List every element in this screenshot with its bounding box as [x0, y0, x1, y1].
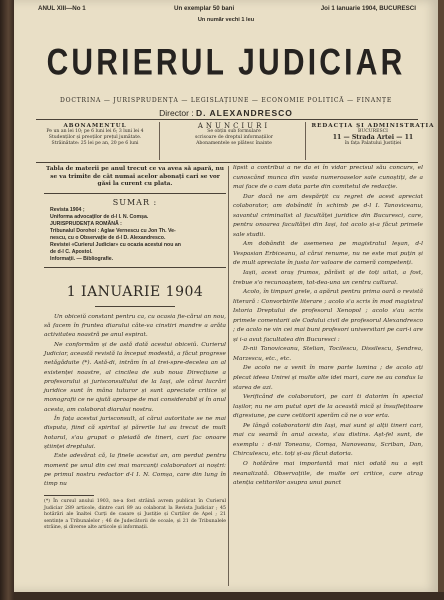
article-paragraph: Pe lângă colaboratorii din Iași, mai sunt și alții tineri cari, mai cu seamă în anul acesta, s'au distins. Așt-fel sunt, de exemplu : d-nii Toneanu, Comșa, Nanoveanu, Scriban, Dan, Chirculescu, etc. toți și-au făcut datoria.	[233, 422, 423, 458]
subscription-line: Străinătate: 25 lei pe an, 20 pe 6 luni	[51, 141, 139, 146]
issue-date: Joi 1 Ianuarie 1904, BUCURESCI	[320, 5, 416, 12]
subscription-line: Pe un an lei 10; pe 6 luni lei 6; 3 luni lei 4	[46, 129, 144, 134]
summary-item: Tribunalul Dorohoi : Aglae Vernescu cu Jon Th. Ve-	[50, 227, 176, 234]
director-label: Director :	[159, 108, 194, 118]
article-paragraph: În fața acestui jurisconsult, al cărui autoritate se ne mai disputa, fiind că spiritul și părerile lui au trecut de mult hotarul, s'au grupat o pleiadă de tineri, cari fac onoare științei dreptului.	[44, 416, 226, 450]
newspaper-page	[14, 0, 438, 592]
footnote-rule	[44, 495, 94, 496]
announcements-line: Abonamentele se plătesc înainte	[196, 141, 272, 146]
article-paragraph: Un obiceiŭ constant pentru ca, cu ocasia fie-cărui an nou, să facem în fruntea diarului câte-va cinstiri mandre a arăta activitatea noastră pe anul espirat.	[44, 313, 226, 339]
article-paragraph: De acolo ne a venit în mare parte lumina ; de acolo ați plecat ideea Unirei și multe alte idei mari, care ne au condus la starea de azi.	[233, 365, 423, 391]
column-divider	[228, 166, 229, 586]
editorial-note: în fața Palatului Justiției	[344, 141, 402, 146]
subscription-line: Studenților și preoților prețul jumătate.	[48, 135, 142, 140]
editorial-city: BUCURESCI	[358, 129, 388, 134]
binding-bottom-edge	[14, 592, 444, 600]
issue-number: ANUL XIII—No 1	[38, 5, 86, 12]
article-paragraph: Iașii, acest oraș frumos, părăsit și de toți uitat, a fost, trebue s'o recunoaștem, tot-dea-una un centru cultural.	[233, 270, 423, 286]
article-footnote: (*) În cursul anului 1903, ne-a fost străină avrem publicat în Curierul Judiciar 289 articole, dintre cari 89 au colaborat la Revista Judiciar ; 45 hotărâri ale înaltei Curți de casare și Justiție și Curților de Apel ; 21 sentințe a Tribunalelor ; 46 de Judecătorii de ocoale, și 21 de Tribunalele străine, și diverse alte articole și informații.	[44, 499, 226, 531]
article-paragraph: Este adevărat că, la finele acestui an, am perdut pentru moment pe unul din cei mai marcanți colaboratori ai noștri: pe primul nostru redactor d-l I. N. Comșa, care din lung în timp nu	[44, 453, 226, 488]
right-column	[233, 164, 423, 592]
section-rule	[44, 267, 226, 268]
summary-item: Uniforma advocaților de d-l I. N. Comșa.	[50, 213, 149, 220]
summary-item: Informații. — Bibliografie.	[50, 255, 114, 262]
info-divider	[305, 122, 306, 160]
issue-price: Un exemplar 50 bani	[174, 5, 235, 12]
article-paragraph: O hotărâre mai importantă mai nici odată nu a eșit neanalizată. Observațiile, de multe ori critice, care atrag atenția cetitorilor asupra unui punct	[233, 460, 423, 487]
article-headline: 1 IANUARIE 1904	[66, 283, 204, 300]
editorial-info	[308, 123, 438, 147]
article-paragraph: lipsit a contribui a ne da ei în vidar precisul său concurs, el cunoscând munca din vasta numeroaselor sale cunoștiți, de a mai face de o cam data parte din comitetul de redacție.	[233, 165, 423, 191]
summary-title: SUMAR :	[112, 197, 158, 207]
old-issue-price: Un număr vechi 1 leu	[197, 17, 255, 23]
summary-item: nescu, cu o Observație de d-l D. Alexandresco.	[50, 234, 166, 241]
subscriber-notice: Tabla de materii pe anul trecut ce va avea să apară, nu se va trimite de cât numai acelor abonați cari se vor găsi la curent cu plata.	[46, 166, 224, 188]
header-bar	[24, 5, 428, 17]
summary-item: de d-l C. Apostol.	[50, 248, 93, 255]
book-binding	[0, 0, 14, 600]
article-body-left	[44, 313, 226, 490]
info-divider	[159, 122, 160, 160]
headline-rule	[95, 306, 175, 307]
announcements-title: ANUNCIURI	[197, 122, 271, 130]
subscription-title: ABONAMENTUL	[63, 123, 127, 129]
director-line	[14, 108, 438, 118]
article-paragraph: Ne conformăm și de astă dată acestui obiceiŭ. Curierul Judiciar, această revistă la început modestă, a făcut progrese netăgăduite (*). Astă-di, intrăm în al trei-spre-decelea an al existenței noastre, al cincilea de sub noua Direcțiune a profesorului și jurisconsultului de la Iași, ale cărui lucrări juridice sunt în mâna tuturor și sunt apreciate critice și monografii ce ne ajută aproape de mai considerabil și în anul acesta, am colaborat diarului nostru.	[44, 341, 226, 413]
section-rule	[44, 193, 226, 194]
left-column	[44, 164, 226, 592]
editorial-title: REDACȚIA ȘI ADMINISTRAȚIA	[311, 123, 435, 129]
announcements-info	[164, 123, 304, 147]
summary-item: JURISPRUDENȚA ROMÂNĂ :	[50, 220, 122, 227]
masthead-title: CURIERUL JUDICIAR	[46, 42, 406, 84]
article-paragraph: Acolo, în timpuri grele, a apărut pentru prima oară o revistă literară : Convorbirile literare ; acolo s'a scris în mod magistral Istoria Dreptului de profesorul Xenopol ; acolo s'au scris primele comentarii ale Codului civil de profesorul Alexandresco ; de acolo ne vin cei mai buni profesori universitari pe cari-i are și i-a avut facultatea din Bucuresci :	[233, 289, 423, 343]
article-paragraph: Verificând de colaboratori, pe cari ti datorim în special lașilor, nu ne am putut opri de la această mică și însuflețitoare digresiune, pe care cetitorii sperăm că ne o vor erta.	[233, 394, 423, 420]
summary-item: Revistei «Curierul Judiciar» cu ocazia acestui nou an	[50, 241, 181, 248]
summary-list	[44, 207, 226, 263]
article-paragraph: D-nii Tanoviceanu, Stelian, Tocilescu, Dissilescu, Șendrea, Marzescu, etc., etc.	[233, 346, 423, 362]
masthead-sections: DOCTRINA — JURISPRUDENȚA — LEGISLAȚIUNE — ECONOMIE POLITICĂ — FINANȚE	[60, 97, 392, 104]
summary-item: Revista 1904 ;	[50, 206, 85, 213]
article-paragraph: Am dobândit de asemenea pe magistratul leşan, d-l Vespasian Erbiceanu, al cărui renume, nu ne este mai puțin și de mult apreciate în justa lor valoare de cameră competenți.	[233, 241, 423, 267]
article-paragraph: Dar dacă ne am despărțit cu regret de acest apreciat colaborator, am dobândit în schimb pe d-l I. Tanoviceanu, savantul criminalist al facultăței juridice din Bucuresci, care, pentru onoarea facultăței din Iași, tot acolo și-a făcut primele sale studii.	[233, 193, 423, 238]
subscription-info	[36, 123, 154, 147]
announcements-line: scrisoare de dreptul informațiilor	[195, 135, 273, 140]
editorial-address: 11 — Strada Artei — 11	[332, 134, 414, 141]
announcements-line: Se obțin sub formulare	[207, 129, 261, 134]
article-body-right	[233, 164, 423, 489]
page-edge	[438, 0, 444, 600]
info-band	[36, 119, 435, 163]
director-name: D. ALEXANDRESCO	[196, 108, 293, 118]
